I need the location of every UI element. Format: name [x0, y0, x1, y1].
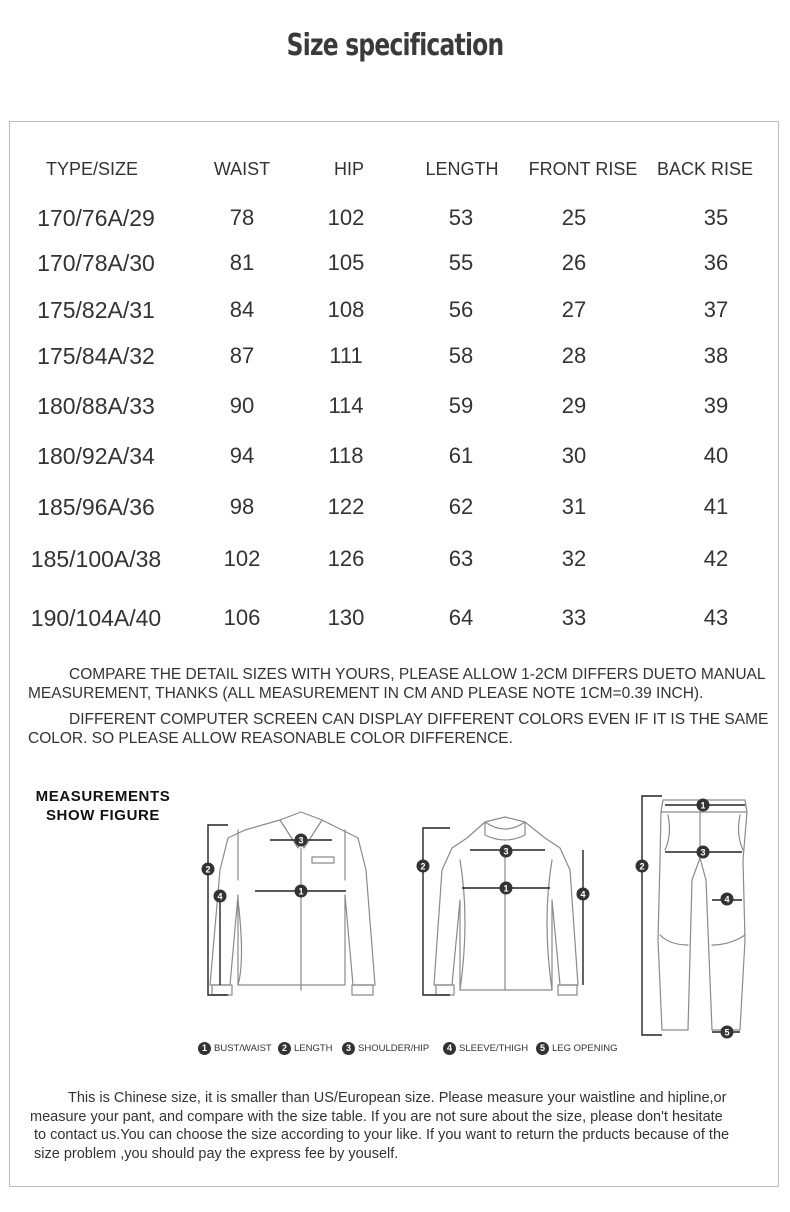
type-size-cell: 175/84A/32	[37, 343, 155, 369]
hip-cell: 114	[328, 393, 364, 418]
svg-text:1: 1	[700, 800, 706, 811]
length-cell: 63	[448, 546, 474, 571]
front-rise-cell: 28	[561, 343, 587, 368]
svg-text:5: 5	[724, 1027, 730, 1038]
hip-cell: 108	[327, 297, 365, 322]
back-rise-cell: 36	[703, 250, 729, 275]
front-rise-cell: 33	[561, 605, 587, 630]
svg-text:1: 1	[298, 886, 304, 897]
type-size-cell: 170/76A/29	[37, 205, 155, 231]
measurement-lines	[208, 796, 745, 1035]
type-size-cell: 190/104A/40	[30, 605, 162, 631]
length-cell: 61	[448, 443, 474, 468]
svg-text:2: 2	[205, 864, 211, 875]
hip-cell: 102	[327, 205, 365, 230]
hip-cell: 111	[329, 343, 363, 368]
type-size-cell: 180/92A/34	[37, 443, 155, 469]
size-disclaimer	[30, 1089, 775, 1163]
svg-text:3: 3	[700, 847, 706, 858]
waist-cell: 90	[229, 393, 255, 418]
back-rise-cell: 41	[703, 494, 729, 519]
color-note-line2: COLOR. SO PLEASE ALLOW REASONABLE COLOR DIFFERENCE.	[28, 730, 513, 747]
legend-item-length: 2 LENGTH	[278, 1042, 333, 1055]
type-size-cell: 185/100A/38	[30, 546, 162, 572]
hip-cell: 118	[328, 443, 364, 468]
back-rise-cell: 35	[703, 205, 729, 230]
type-size-cell: 185/96A/36	[37, 494, 155, 520]
front-rise-cell: 27	[561, 297, 587, 322]
front-rise-cell: 25	[561, 205, 587, 230]
front-rise-cell: 26	[561, 250, 587, 275]
length-cell: 59	[448, 393, 474, 418]
legend-item-shoulder-hip: 3 SHOULDER/HIP	[342, 1042, 429, 1055]
back-rise-cell: 40	[703, 443, 729, 468]
length-cell: 64	[448, 605, 474, 630]
back-rise-cell: 43	[703, 605, 729, 630]
length-cell: 56	[448, 297, 474, 322]
waist-cell: 106	[223, 605, 261, 630]
length-cell: 55	[448, 250, 474, 275]
svg-text:2: 2	[639, 861, 645, 872]
waist-cell: 94	[229, 443, 255, 468]
compare-note-line1: COMPARE THE DETAIL SIZES WITH YOURS, PLEASE ALLOW 1-2CM DIFFERS DUETO MANUAL	[69, 666, 766, 683]
hip-cell: 122	[327, 494, 365, 519]
measurement-markers	[202, 799, 734, 1039]
header-waist: WAIST	[213, 159, 271, 179]
header-front-rise: FRONT RISE	[528, 159, 638, 179]
disclaimer-line1: This is Chinese size, it is smaller than US/European size. Please measure your waistline and hipline,or	[68, 1090, 727, 1106]
waist-cell: 81	[229, 250, 255, 275]
disclaimer-line4: size problem ,you should pay the express fee by youself.	[34, 1145, 399, 1162]
svg-text:4: 4	[580, 889, 586, 900]
page-title: Size specification	[286, 28, 504, 63]
front-rise-cell: 32	[561, 546, 587, 571]
type-size-cell: 175/82A/31	[37, 297, 155, 323]
front-rise-cell: 29	[561, 393, 587, 418]
type-size-cell: 170/78A/30	[37, 250, 155, 276]
svg-text:4: 4	[724, 894, 730, 905]
type-size-cell: 180/88A/33	[37, 393, 155, 419]
length-cell: 53	[448, 205, 474, 230]
hip-cell: 105	[327, 250, 365, 275]
waist-cell: 87	[229, 343, 255, 368]
figure-title-line1: MEASUREMENTS	[35, 788, 171, 805]
svg-text:2: 2	[420, 861, 426, 872]
waist-cell: 78	[229, 205, 255, 230]
disclaimer-line3: to contact us.You can choose the size according to your like. If you want to return the prducts because of the	[34, 1127, 730, 1143]
svg-text:3: 3	[298, 835, 304, 846]
waist-cell: 102	[223, 546, 261, 571]
legend-item-sleeve-thigh: 4 SLEEVE/THIGH	[443, 1042, 528, 1055]
legend-item-leg-opening: 5 LEG OPENING	[536, 1042, 617, 1055]
header-type-size: TYPE/SIZE	[45, 159, 139, 179]
length-cell: 62	[448, 494, 474, 519]
svg-text:3: 3	[503, 846, 509, 857]
svg-text:4: 4	[217, 891, 223, 902]
shirt-back-illustration	[434, 817, 578, 995]
length-cell: 58	[448, 343, 474, 368]
waist-cell: 98	[229, 494, 255, 519]
front-rise-cell: 30	[561, 443, 587, 468]
header-length: LENGTH	[425, 159, 499, 179]
compare-note-line2: MEASUREMENT, THANKS (ALL MEASUREMENT IN CM AND PLEASE NOTE 1CM=0.39 INCH).	[28, 685, 704, 702]
header-hip: HIP	[333, 159, 365, 179]
back-rise-cell: 39	[703, 393, 729, 418]
figure-title-line2: SHOW FIGURE	[45, 807, 161, 824]
disclaimer-line2: measure your pant, and compare with the size table. If you are not sure about the size, please don't hesitate	[30, 1108, 723, 1125]
back-rise-cell: 37	[703, 297, 729, 322]
pants-illustration	[658, 800, 747, 1030]
front-rise-cell: 31	[561, 494, 587, 519]
header-back-rise: BACK RISE	[656, 159, 754, 179]
hip-cell: 126	[327, 546, 365, 571]
hip-cell: 130	[327, 605, 365, 630]
legend-item-bust-waist: 1 BUST/WAIST	[198, 1042, 272, 1055]
waist-cell: 84	[229, 297, 255, 322]
back-rise-cell: 42	[703, 546, 729, 571]
back-rise-cell: 38	[703, 343, 729, 368]
color-note-line1: DIFFERENT COMPUTER SCREEN CAN DISPLAY DIFFERENT COLORS EVEN IF IT IS THE SAME	[69, 711, 769, 728]
svg-text:1: 1	[503, 883, 509, 894]
